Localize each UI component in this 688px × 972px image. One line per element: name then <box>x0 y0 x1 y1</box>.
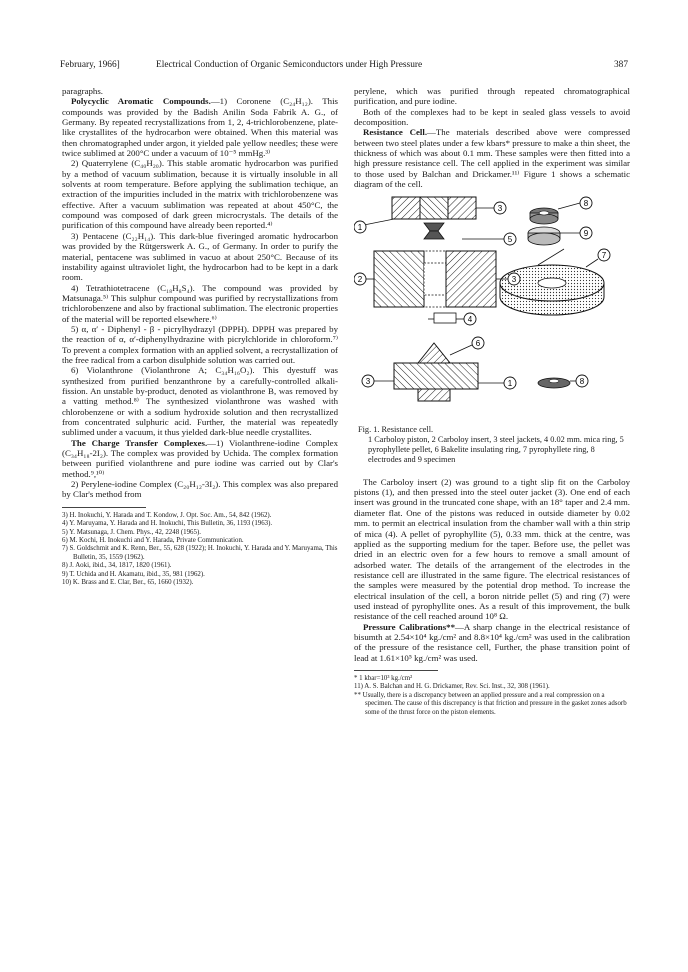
paragraph: perylene, which was purified through repeated chromatographical purification, and pure iodine. <box>354 86 630 107</box>
footnote-rule <box>354 670 438 671</box>
footnote: ** Usually, there is a discrepancy between an applied pressure and a real compression on a specimen. The cause of this discrepancy is that friction and pressure in the gasket zones adsorb some of the thrust force on the piston elements. <box>354 691 627 716</box>
svg-text:1: 1 <box>357 223 363 233</box>
section-head: The Charge Transfer Complexes. <box>71 437 208 448</box>
callout-1-top <box>354 221 366 233</box>
caption-title: Fig. 1. Resistance cell. <box>358 424 434 434</box>
paragraph-polycyclic: Polycyclic Aromatic Compounds.—1) Coronene (C₂₄H₁₂). This compounds was provided by the Badish Anilin Soda Fabrik A. G., of Germany. By repeated recrystallizations from 1, 2, 4-trichlorobenzene, plate-like crystallites of the hydrocarbon were obtained. When this material was then chromatographed under argon, it yielded pale yellow needles; these were twice sublimed at 200°C under a vacuum of 10⁻⁵ mmHg.³⁾ <box>62 96 338 159</box>
callout-8-bottom <box>576 375 588 387</box>
paragraph: 2) Quaterrylene (C₄₀H₂₀). This stable aromatic hydrocarbon was purified by a method of vacuum sublimation, because it is virtually insoluble in all solvents at room temperature. Before applying the sublimation techique, an extraction of the impurities included in the matrix with trichlorobenzene was effective. After a vacuum sublimation was repeated at about 450°C, the compound was composed of dark green microcrystals. The details of the purification of this compound have already been reported.⁴⁾ <box>62 158 338 231</box>
caption-body: 1 Carboloy piston, 2 Carboloy insert, 3 steel jackets, 4 0.02 mm. mica ring, 5 pyrophyllete pellet, 6 Bakelite insulating ring, 7 pyrophyllete ring, 8 electrodes and 9 specimen <box>368 434 624 464</box>
resistance-cell-figure <box>354 195 630 419</box>
footnote: * 1 kbar=10³ kg./cm² <box>354 674 413 682</box>
callout-2 <box>354 273 366 285</box>
paragraph: 2) Perylene-iodine Complex (C₂₀H₁₂-3I₂). This complex was also prepared by Clar's method from <box>62 479 338 500</box>
svg-text:3: 3 <box>365 377 371 387</box>
callout-3-bottom <box>362 375 374 387</box>
svg-text:4: 4 <box>467 315 473 325</box>
spacer <box>354 469 630 477</box>
svg-text:1: 1 <box>507 379 513 389</box>
footnotes-right <box>354 675 630 717</box>
paragraph: 6) Violanthrone (Violanthrone A; C₃₄H₁₆O₂). This dyestuff was synthesized from purified benzanthrone by a carefully-controlled alkali-fission. An unstable by-product, denoted as violanthrone B, was removed by a vatting method.⁸⁾ The synthesized violanthrone was washed with chlorobenzene or with a sodium hydroxide solution and then recrystallized from concentrated sulphuric acid. Further, the material was repeatedly sublimed under a vacuum, it thus yielded dark-blue needle crystallites. <box>62 365 338 438</box>
callout-6 <box>472 337 484 349</box>
svg-text:5: 5 <box>507 235 513 245</box>
section-head: Pressure Calibrations** <box>363 621 455 632</box>
svg-text:2: 2 <box>357 275 363 285</box>
footnote: 9) T. Uchida and H. Akamatu, ibid., 35, 981 (1962). <box>62 570 205 578</box>
footnote: 4) Y. Maruyama, Y. Harada and H. Inokuchi, This Bulletin, 36, 1193 (1963). <box>62 520 273 528</box>
footnote-rule <box>62 507 146 508</box>
paragraph: Both of the complexes had to be kept in sealed glass vessels to avoid decomposition. <box>354 106 630 128</box>
section-head: Polycyclic Aromatic Compounds. <box>71 96 211 107</box>
callout-8-top <box>580 197 592 209</box>
bottom-piston <box>374 343 504 401</box>
running-header <box>60 60 628 74</box>
footnote: 3) H. Inokuchi, Y. Harada and T. Kondow, J. Opt. Soc. Am., 54, 842 (1962). <box>62 511 272 519</box>
footnote: 6) M. Kochi, H. Inokuchi and Y. Harada, Private Communication. <box>62 536 244 544</box>
page-number: 387 <box>613 60 628 70</box>
section-head: Resistance Cell. <box>363 127 428 138</box>
footnote: 8) J. Aoki, ibid., 34, 1817, 1820 (1961). <box>62 562 172 570</box>
callout-7 <box>598 249 610 261</box>
callout-5 <box>504 233 516 245</box>
svg-text:3: 3 <box>497 204 503 214</box>
footnote: 5) Y. Matsunaga, J. Chem. Phys., 42, 2248 (1965). <box>62 528 201 536</box>
top-piston <box>364 197 494 239</box>
callout-9 <box>580 227 592 239</box>
right-column <box>354 86 630 717</box>
footnote: 11) A. S. Balchan and H. G. Drickamer, Rev. Sci. Inst., 32, 308 (1961). <box>354 683 550 691</box>
header-date: February, 1966] <box>60 60 120 70</box>
paragraph: paragraphs. <box>62 86 104 96</box>
callout-1-bottom <box>504 377 516 389</box>
paragraph: 4) Tetrathiotetracene (C₁₈H₈S₄). The compound was provided by Matsunaga.⁵⁾ This sulphur compound was purified by recrystallizations from trichlorobenzene and also by fractional sublimation. The electronic properties of the material will be reported elsewhere.⁶⁾ <box>62 282 338 324</box>
left-column <box>62 86 338 587</box>
paragraph: 3) Pentacene (C₂₂H₁₄). This dark-blue fiveringed aromatic hydrocarbon was provided by the Rütgerswerk A. G., of Germany. In order to purify the material, pentacene was sublimed in vacuo at about 250°C. Because of its instability against ultraviolet light, the hydrocarbon had to be kept in a dark room. <box>62 230 338 283</box>
callout-3-top <box>494 202 506 214</box>
paragraph-charge-transfer: The Charge Transfer Complexes.—1) Violanthrene-iodine Complex (C₃₄H₁₈-2I₂). The complex was provided by Uchida. The complex formation between purified violanthrene and pure iodine was carried out by Clar's method.⁹,¹⁰⁾ <box>62 437 338 479</box>
svg-text:9: 9 <box>583 229 589 239</box>
paragraph-resistance-cell: Resistance Cell.—The materials described above were compressed between two steel plates under a few kbars* pressure to make a thin sheet, the thickness of which was about 0.1 mm. These samples were then fitted into a high pressure resistance cell. The cell applied in the experiment was similar to those used by Balchan and Drickamer.¹¹⁾ Figure 1 shows a schematic diagram of the cell. <box>354 127 630 190</box>
header-title: Electrical Conduction of Organic Semiconductors under High Pressure <box>156 60 423 70</box>
svg-text:6: 6 <box>475 339 481 349</box>
footnotes-left <box>62 512 338 588</box>
svg-text:8: 8 <box>579 377 585 387</box>
svg-text:3: 3 <box>511 275 517 285</box>
footnote: 10) K. Brass and E. Clar, Ber., 65, 1660 (1932). <box>62 579 194 586</box>
svg-text:8: 8 <box>583 199 589 209</box>
cell-body <box>357 239 510 323</box>
callout-4 <box>464 313 476 325</box>
svg-text:7: 7 <box>601 251 607 261</box>
paragraph-pressure-calibrations: Pressure Calibrations**—A sharp change in the electrical resistance of bisumth at 2.54×10⁴ kg./cm² and 8.8×10⁴ kg./cm² was used in the calibration of the pressure of the resistance cell, Further, the phase transition point of lead at 1.61×10⁵ kg./cm² was used. <box>354 621 631 663</box>
footnote: 7) S. Goldschmit and K. Renn, Ber., 55, 628 (1922); H. Inokuchi, Y. Harada and Y. Maruyama, This Bulletin, 35, 1559 (1962). <box>62 545 338 561</box>
paragraph: The Carboloy insert (2) was ground to a tight slip fit on the Carboloy pistons (1), and then pressed into the steel outer jacket (3). One end of each insert was ground in the truncated cone shape, with an 18° taper and 2.4 mm. diameter flat. One of the pistons was reduced in outside diameter by 0.02 mm. to permit an electrical insulation from the chamber wall with a thin strip of mica (4). A pellet of pyrophyllite (5), 0.33 mm. thick at the centre, was applied as the supporting medium for the taper. Before use, the pellet was dried in an electric oven for a few hours to remove a small amount of adsorbed water. The details of the arrangement of the electrodes in the resistance cell are illustrated in the same figure. The electrical resistances of the samples were measured by the potential drop method. To increase the electrical insulation of the cell, a boron nitride pellet (5) and ring (7) were used instead of pyrophyllite ones. As a result of this improvement, the bulk resistance of the cell reached around 10⁸ Ω. <box>354 476 630 622</box>
paragraph: 5) α, α′ - Diphenyl - β - picrylhydrazyl (DPPH). DPPH was prepared by the reaction of α, α′-diphenylhydrazine with picrylchloride in chloroform.⁷⁾ To prevent a complex formation with an applied solvent, a recrystallization of the free radical from a carbon disulphide solution was carried out. <box>62 323 338 365</box>
figure-caption <box>354 425 630 465</box>
callout-3-mid <box>508 273 520 285</box>
